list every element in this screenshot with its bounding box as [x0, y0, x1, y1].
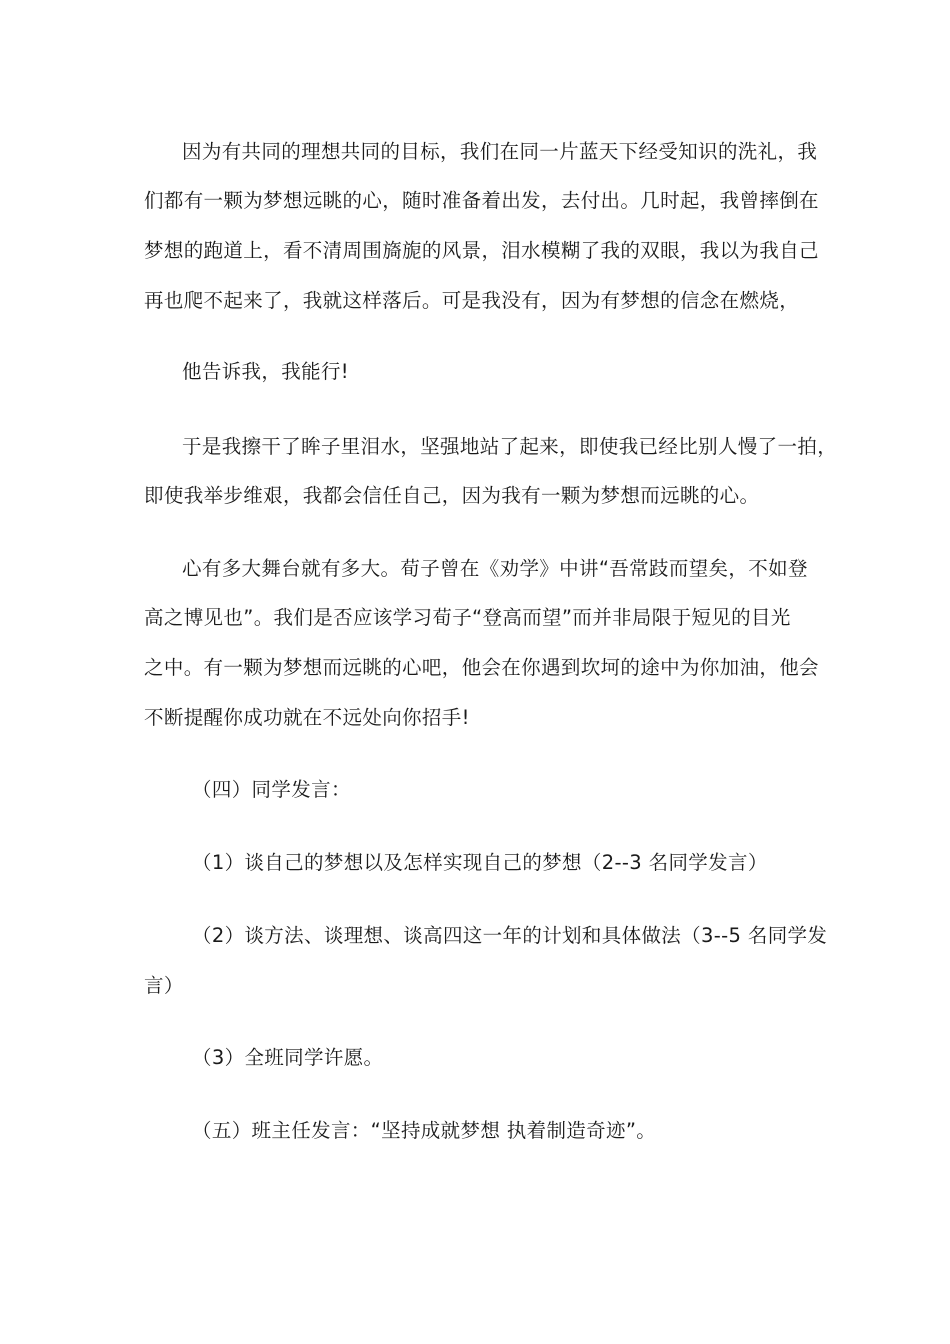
- list-item: （2）谈方法、谈理想、谈高四这一年的计划和具体做法（3--5 名同学发: [192, 924, 828, 947]
- paragraph-line: 高之博见也”。我们是否应该学习荀子“登高而望”而并非局限于短见的目光: [144, 606, 791, 629]
- paragraph-line: 于是我擦干了眸子里泪水，坚强地站了起来，即使我已经比别人慢了一拍，: [182, 435, 838, 458]
- list-item-continuation: 言）: [144, 974, 184, 997]
- section-heading: （五）班主任发言：“坚持成就梦想 执着制造奇迹”。: [192, 1119, 657, 1142]
- paragraph-line: 之中。有一颗为梦想而远眺的心吧，他会在你遇到坎坷的途中为你加油，他会: [144, 656, 819, 679]
- paragraph-line: 因为有共同的理想共同的目标，我们在同一片蓝天下经受知识的洗礼，我: [182, 140, 818, 163]
- paragraph-line: 他告诉我，我能行!: [182, 360, 349, 383]
- section-heading: （四）同学发言：: [192, 778, 351, 801]
- list-item: （3）全班同学许愿。: [192, 1046, 384, 1069]
- paragraph-line: 们都有一颗为梦想远眺的心，随时准备着出发，去付出。几时起，我曾摔倒在: [144, 189, 819, 212]
- paragraph-line: 再也爬不起来了，我就这样落后。可是我没有，因为有梦想的信念在燃烧，: [144, 289, 800, 312]
- list-item: （1）谈自己的梦想以及怎样实现自己的梦想（2--3 名同学发言）: [192, 851, 768, 874]
- paragraph-line: 梦想的跑道上，看不清周围旖旎的风景，泪水模糊了我的双眼，我以为我自己: [144, 239, 819, 262]
- paragraph-line: 不断提醒你成功就在不远处向你招手!: [144, 706, 470, 729]
- paragraph-line: 心有多大舞台就有多大。荀子曾在《劝学》中讲“吾常跂而望矣，不如登: [182, 557, 808, 580]
- paragraph-line: 即使我举步维艰，我都会信任自己，因为我有一颗为梦想而远眺的心。: [144, 484, 760, 507]
